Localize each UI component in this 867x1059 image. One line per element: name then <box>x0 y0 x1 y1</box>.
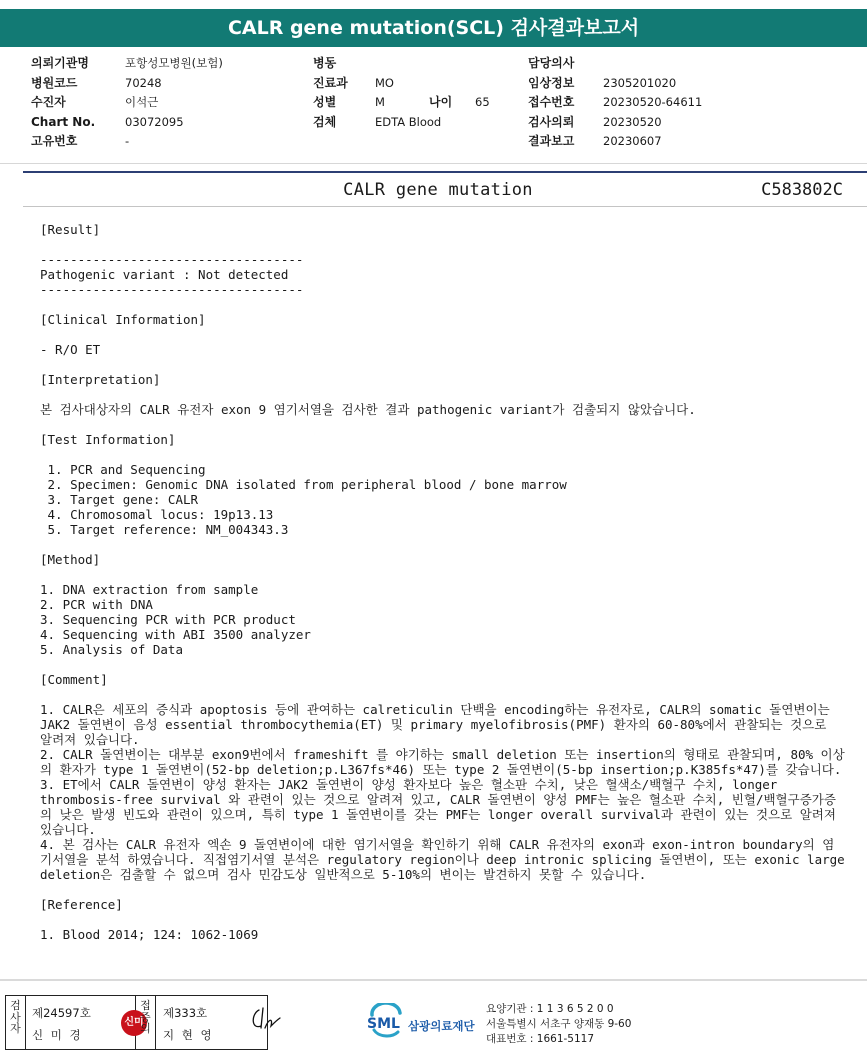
test-info-item: 3. Target gene: CALR <box>40 492 199 507</box>
comment-item: 2. CALR 돌연변이는 대부분 exon9번에서 frameshift 를 야기하는 small deletion 또는 insertion의 형태로 관찰되며, 80% 이상의 환자가 type 1 돌연변이(52-bp deletion;p.L367fs*46) 또는 type 2 돌연변이(5-bp insertion;p.K385fs*47)를 갖습니다. <box>40 747 845 777</box>
patient-info-label: 나이 <box>429 95 453 109</box>
patient-info-row <box>31 93 281 113</box>
test-info-item: 1. PCR and Sequencing <box>40 462 206 477</box>
approver-license-no: 제333호 <box>163 1006 208 1020</box>
patient-info-value: M <box>375 95 385 109</box>
interpretation-text: 본 검사대상자의 CALR 유전자 exon 9 염기서열을 검사한 결과 pathogenic variant가 검출되지 않았습니다. <box>40 402 696 417</box>
report-test-code: C583802C <box>761 180 843 200</box>
comment-item: 4. 본 검사는 CALR 유전자 엑손 9 돌연변이에 대한 염기서열을 확인하기 위해 CALR 유전자의 exon과 exon-intron boundary의 염기서열을 분석 하였습니다. 직접염기서열 분석은 regulatory region이나 deep intronic splicing 돌연변이, 또는 exonic large deletion은 검출할 수 없으며 검사 민감도상 일반적으로 5-10%의 변이는 발견하지 못할 수 있습니다. <box>40 837 845 882</box>
patient-info-label: 검체 <box>313 114 337 129</box>
org-info-line: 대표번호 : 1661-5117 <box>486 1033 595 1045</box>
patient-info-row <box>313 93 513 113</box>
comment-heading: [Comment] <box>40 672 108 687</box>
test-info-heading: [Test Information] <box>40 432 176 447</box>
method-item: 1. DNA extraction from sample <box>40 582 259 597</box>
approver-signature-icon <box>249 1004 283 1034</box>
dash-separator: ----------------------------------- <box>40 282 304 297</box>
patient-info-value: 65 <box>475 95 490 109</box>
patient-info-label: 수진자 <box>31 95 66 109</box>
method-heading: [Method] <box>40 552 101 567</box>
patient-info-value: 2305201020 <box>603 75 677 90</box>
clinical-heading: [Clinical Information] <box>40 312 206 327</box>
approver-cell <box>157 996 267 1049</box>
meta-divider <box>0 163 867 164</box>
patient-info-value: 20230520 <box>603 114 662 129</box>
patient-info-column-2 <box>313 54 513 132</box>
result-value: Pathogenic variant : Not detected <box>40 267 289 282</box>
patient-info-row <box>31 54 281 74</box>
tester-name: 신 미 경 <box>32 1028 83 1042</box>
tester-cell <box>26 996 144 1049</box>
patient-info-column-3 <box>528 54 828 152</box>
test-info-item: 5. Target reference: NM_004343.3 <box>40 522 289 537</box>
approver-name: 지 현 영 <box>163 1028 214 1042</box>
patient-info-label: 검사의뢰 <box>528 114 575 129</box>
organization-info <box>486 1002 631 1047</box>
organization-name: 삼광의료재단 <box>408 1019 475 1033</box>
report-body <box>40 222 845 942</box>
test-info-item: 4. Chromosomal locus: 19p13.13 <box>40 507 274 522</box>
comment-item: 3. ET에서 CALR 돌연변이 양성 환자는 JAK2 돌연변이 양성 환자보다 높은 혈소판 수치, 낮은 혈색소/백혈구 수치, longer thrombosis-free survival 와 관련이 있는 것으로 알려져 있고, CALR 돌연변이 양성 PMF는 높은 혈소판 수치, 빈혈/백혈구증가증의 낮은 발생 빈도와 관련이 있으며, 특히 type 1 돌연변이를 갖는 PMF는 longer overall survival과 관련이 있는 것으로 알려져 있습니다. <box>40 777 836 837</box>
patient-info-value: - <box>125 134 130 148</box>
org-info-line: 서울특별시 서초구 양재동 9-60 <box>486 1018 632 1030</box>
patient-info-label: 병동 <box>313 56 337 70</box>
tester-seal-icon: 신미 <box>121 1010 147 1036</box>
patient-info-value: 이석근 <box>125 95 159 109</box>
org-info-line: 요양기관 : 1 1 3 6 5 2 0 0 <box>486 1003 614 1015</box>
patient-info-row <box>528 54 828 74</box>
patient-info-label: 성별 <box>313 95 337 109</box>
patient-info-row <box>528 93 828 113</box>
patient-info-row <box>528 132 828 152</box>
patient-info-label: 의뢰기관명 <box>31 56 89 70</box>
patient-info-row <box>313 54 513 74</box>
patient-info-value: 70248 <box>125 75 162 90</box>
patient-info-row <box>31 113 281 133</box>
signature-box <box>5 995 268 1050</box>
patient-info-value: 20230520-64611 <box>603 95 703 109</box>
patient-info-panel <box>0 52 867 164</box>
dash-separator: ----------------------------------- <box>40 252 304 267</box>
clinical-value: - R/O ET <box>40 342 101 357</box>
patient-info-value: EDTA Blood <box>375 114 442 129</box>
method-item: 4. Sequencing with ABI 3500 analyzer <box>40 627 311 642</box>
patient-info-column-1 <box>31 54 281 152</box>
approver-label: 접 증 의 <box>136 996 156 1049</box>
test-info-item: 2. Specimen: Genomic DNA isolated from peripheral blood / bone marrow <box>40 477 567 492</box>
report-title-rule <box>23 206 867 207</box>
patient-info-label: 임상정보 <box>528 75 575 90</box>
interpretation-heading: [Interpretation] <box>40 372 161 387</box>
tester-license-no: 제24597호 <box>32 1006 91 1020</box>
patient-info-label: 진료과 <box>313 75 348 90</box>
report-test-title: CALR gene mutation <box>343 180 533 200</box>
patient-info-row <box>313 113 513 133</box>
patient-info-row <box>313 74 513 94</box>
patient-info-row <box>31 132 281 152</box>
method-item: 5. Analysis of Data <box>40 642 183 657</box>
patient-info-value: 포항성모병원(보험) <box>125 56 223 70</box>
tester-label: 검 사 자 <box>6 996 26 1049</box>
method-item: 3. Sequencing PCR with PCR product <box>40 612 296 627</box>
footer-rule <box>0 979 867 981</box>
comment-item: 1. CALR은 세포의 증식과 apoptosis 등에 관여하는 calreticulin 단백을 encoding하는 유전자로, CALR의 somatic 돌연변이는 JAK2 돌연변이 음성 essential thrombocythemia(ET) 및 primary myelofibrosis(PMF) 환자의 60-80%에서 관찰되는 것으로 알려져 있습니다. <box>40 702 830 747</box>
reference-heading: [Reference] <box>40 897 123 912</box>
patient-info-row <box>31 74 281 94</box>
patient-info-label: 병원코드 <box>31 75 78 90</box>
patient-info-row <box>528 74 828 94</box>
result-heading: [Result] <box>40 222 101 237</box>
patient-info-value: 03072095 <box>125 114 184 129</box>
report-top-rule <box>23 171 867 173</box>
sml-logo-text: SML <box>367 1016 400 1032</box>
patient-info-label: Chart No. <box>31 114 96 129</box>
patient-info-label: 담당의사 <box>528 56 575 70</box>
patient-info-value: MO <box>375 75 394 90</box>
report-header-title: CALR gene mutation(SCL) 검사결과보고서 <box>0 9 867 47</box>
patient-info-label: 접수번호 <box>528 95 575 109</box>
patient-info-label: 고유번호 <box>31 134 78 148</box>
patient-info-row <box>528 113 828 133</box>
patient-info-label: 결과보고 <box>528 134 575 148</box>
method-item: 2. PCR with DNA <box>40 597 153 612</box>
patient-info-value: 20230607 <box>603 134 662 148</box>
reference-item: 1. Blood 2014; 124: 1062-1069 <box>40 927 259 942</box>
